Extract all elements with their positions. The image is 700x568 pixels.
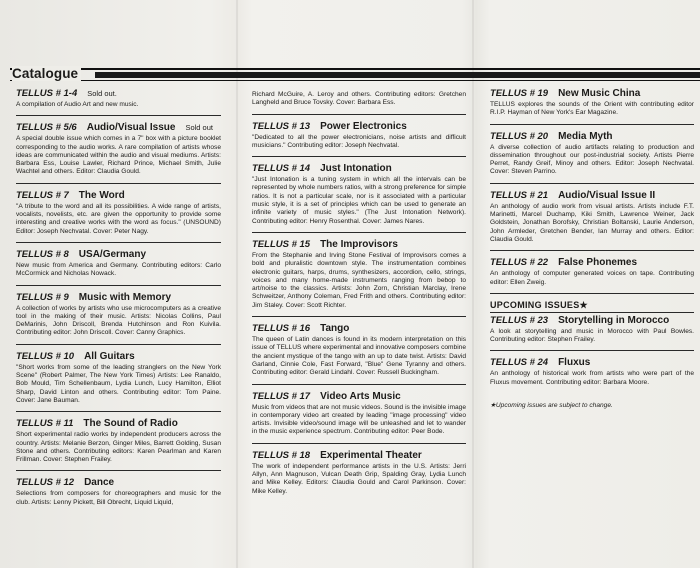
issue-description: From the Stephanie and Irving Stone Festival of Improvisors comes a bold and pluralistic downtown style. The instrumentation combines electronic guitars, harps, drums, synthesizers, accordion, cello, strings, voices and many home-made instruments ranging from bebop to art/noise to the classics. Artists: John Zorn, Christian Marclay, Irene Schweitzer, Anthony Coleman, Fred Frith and others. Contributing editor: Jim Staley. Cover: Scott Richter. [252,251,466,309]
issue-title: Storytelling in Morocco [558,314,670,326]
catalogue-column-1 [16,88,221,519]
catalogue-entry [252,450,466,502]
issue-description: Richard McGuire, A. Leroy and others. Contributing editors: Gretchen Langheld and Bruce Tovsky. Cover: Barbara Ess. [252,91,466,107]
issue-number: TELLUS # 14 [252,163,311,175]
issue-number: TELLUS # 17 [252,390,311,402]
issue-title: All Guitars [84,350,135,362]
issue-description: A collection of works by artists who use microcomputers as a creative tool in the making of their music. Artists: Nicolas Collins, Paul DeMarinis, John Driscoll, Brenda Hutchinson and Ron Kuivila. Contributing editor: John Driscoll. Cover: Canny Graphics. [16,304,221,337]
issue-title: Tango [320,323,350,335]
catalogue-entry [16,351,221,412]
upcoming-issues-label: UPCOMING ISSUES★ [490,300,694,313]
catalogue-entry [16,88,221,116]
entry-heading [252,323,466,335]
title-rule [10,68,700,81]
issue-description: A special double issue which comes in a 7" box with a picture booklet corresponding to the audio works. A rare compilation of artists whose ideas are communicated within the audio and visual mediums. Artists: Barbara Ess, Louise Lawler, Richard Prince, Michael Smith, Julie Wachtel and others. Editor: Claudia Gould. [16,135,221,176]
entry-heading [252,239,466,251]
entry-heading [490,357,694,369]
catalogue-entry [252,121,466,158]
issue-title: New Music China [558,88,641,99]
issue-description: TELLUS explores the sounds of the Orient with contributing editor R.I.P. Hayman of New York's Ear Magazine. [490,101,694,117]
catalogue-entry [16,190,221,243]
issue-number: TELLUS # 18 [252,449,311,461]
entry-heading [490,257,694,269]
entry-heading [16,249,221,261]
catalogue-column-3 [490,88,694,409]
entry-heading [16,122,221,134]
entry-heading [490,131,694,143]
issue-description: A look at storytelling and music in Morocco with Paul Bowles. Contributing editor: Stephen Frailey. [490,327,694,344]
issue-note: Sold out [185,123,213,133]
catalogue-entry [490,190,694,251]
issue-description: The queen of Latin dances is found in its modern interpretation on this issue of TELLUS where experimental and innovative composers combine the ancient mystique of the tango with an up to date twist. Artists: David Garland, Cinnie Cole, Fast Forward, "Blue" Gene Tyranny and others. Contributing editor: Gerald Lindahl. Cover: Russell Buckingham. [252,336,466,377]
issue-description: Short experimental radio works by independent producers across the country. Artists: Melanie Berzon, Ginger Miles, Barrett Golding, Susan Stone and others. Contributing editors: Karen Pearlman and Karen Frillman. Cover: Stephen Frailey. [16,431,221,464]
issue-title: False Phonemes [558,257,637,269]
issue-title: Audio/Visual Issue [86,122,176,134]
entry-heading [16,88,221,100]
issue-number: TELLUS # 19 [490,88,549,99]
issue-number: TELLUS # 12 [16,477,75,489]
issue-title: Fluxus [558,357,591,369]
issue-number: TELLUS # 23 [490,314,549,326]
issue-number: TELLUS # 5/6 [16,122,77,134]
issue-number: TELLUS # 9 [16,291,69,303]
issue-title: The Sound of Radio [83,418,178,430]
entry-heading [252,391,466,403]
entry-heading [16,190,221,202]
issue-title: Video Arts Music [320,390,401,402]
catalogue-entry [490,257,694,294]
entry-heading [490,190,694,202]
page-fold [472,0,474,568]
issue-number: TELLUS # 11 [16,418,74,430]
issue-number: TELLUS # 21 [490,189,549,201]
issue-title: Power Electronics [320,120,407,132]
issue-number: TELLUS # 24 [490,357,549,369]
issue-number: TELLUS # 1-4 [16,88,78,99]
issue-title: Experimental Theater [320,449,422,461]
issue-description: A compilation of Audio Art and new music. [16,101,139,108]
issue-title: Just Intonation [320,163,392,175]
issue-description: "Just Intonation is a tuning system in which all the intervals can be represented by whole numbers ratios, with a strong preference for simple ratios. It is not a particular scale, nor is it associated with a particular music style, it is a set of principles which can be used to generate an infinite variety of music styles." (The Just Intonation Network). Contributing editor: Henry Rosenthal. Cover: James Nares. [252,176,466,225]
catalogue-entry [16,292,221,345]
catalogue-entry [490,88,694,125]
issue-title: The Improvisors [320,238,398,250]
entry-heading [490,88,694,100]
issue-number: TELLUS # 8 [16,248,69,260]
page-fold [236,0,238,568]
issue-description: "Short works from some of the leading stranglers on the New York Scene" (Robert Palmer, The New York Times) Artists: Lee Ranaldo, Bob Mould, Tim Schellenbaum, Lydia Lunch, Lucy Hamilton, Elliot Sharp, David Linton and others. Contributing editor: Tom Paine. Cover: Jane Bauman. [16,363,221,404]
issue-title: The Word [78,189,125,201]
issue-description: "Dedicated to all the power electronicians, noise artists and difficult musicians." Contributing editor: Joseph Nechvatal. [252,133,466,149]
entry-heading [252,450,466,462]
issue-number: TELLUS # 10 [16,350,75,362]
catalogue-entry [490,315,694,352]
issue-title: Audio/Visual Issue II [558,189,656,201]
issue-description: New music from America and Germany. Contributing editors: Carlo McCormick and Nicholas Nowack. [16,261,221,278]
catalogue-entry [252,91,466,115]
catalogue-entry [16,122,221,183]
entry-heading [490,315,694,327]
issue-number: TELLUS # 13 [252,120,311,132]
catalogue-column-2 [252,90,466,508]
catalogue-entry [252,391,466,444]
issue-number: TELLUS # 15 [252,238,311,250]
catalogue-entry [16,477,221,513]
entry-heading [252,163,466,175]
catalogue-entry [490,131,694,184]
issue-description: An anthology of audio work from visual artists. Artists include F.T. Marinetti, Marcel Duchamp, Kiki Smith, Lawrence Weiner, Jack Goldstein, Jonathan Borofsky, Christian Boltanski, Laurie Anderson, John Armleder, Gretchen Bender, Ian Murray and others. Editor: Claudia Gould. [490,202,694,243]
issue-number: TELLUS # 7 [16,189,69,201]
issue-description: Selections from composers for choreographers and music for the club. Artists: Lenny Pickett, Bill Obrecht, Liquid Liquid, [16,490,221,506]
entry-heading [16,351,221,363]
issue-description: The work of independent performance artists in the U.S. Artists: Jerri Allyn, Ann Magnuson, Vulcan Death Grip, Spalding Gray, Lydia Lunch and Mike Kelley. Editors: Claudia Gould and Carol Parkinson. Cover: Mike Kelley. [252,462,466,495]
issue-note: Sold out. [87,89,117,98]
section-title: Catalogue [12,66,81,81]
issue-number: TELLUS # 22 [490,257,549,269]
catalogue-entry [16,418,221,471]
issue-description: An anthology of computer generated voices on tape. Contributing editor: Ellen Zweig. [490,270,694,286]
entry-heading [252,121,466,133]
issue-number: TELLUS # 16 [252,323,311,335]
issue-title: Music with Memory [78,291,172,303]
entry-heading [16,477,221,489]
catalogue-entry [252,163,466,233]
catalogue-entry [252,323,466,384]
issue-description: "A tribute to the word and all its possibilities. A wide range of artists, vocalists, novelists, etc. are given the opportunity to provide some interesting and creative works with the word as focus." (UNSOUND) Editor: Joseph Nechvatal. Cover: Peter Nagy. [16,202,221,235]
issue-number: TELLUS # 20 [490,130,549,142]
catalogue-entry [16,249,221,286]
issue-title: Media Myth [558,130,613,142]
entry-heading [16,292,221,304]
issue-title: Dance [84,477,115,489]
entry-heading [16,418,221,430]
catalogue-entry [252,239,466,317]
issue-description: A diverse collection of audio artifacts relating to production and dissemination throughout our post-industrial society. Artists Pierre Perret, Randy Greif, Minoy and others. Editor: Joseph Nechvatal. Cover: Steven Parrino. [490,143,694,176]
catalogue-entry [490,357,694,393]
issue-description: An anthology of historical work from artists who were part of the Fluxus movement. Contributing editor: Barbara Moore. [490,370,694,386]
footnote: ★Upcoming issues are subject to change. [490,402,613,410]
issue-title: USA/Germany [78,248,147,260]
issue-description: Music from videos that are not music videos. Sound is the invisible image in contemporary video art created by leading "image processing" video artists. Invisible video/sound image will be unleashed and let to wander in the music experience spectrum. Contributing editor: Peer Bode. [252,403,466,436]
